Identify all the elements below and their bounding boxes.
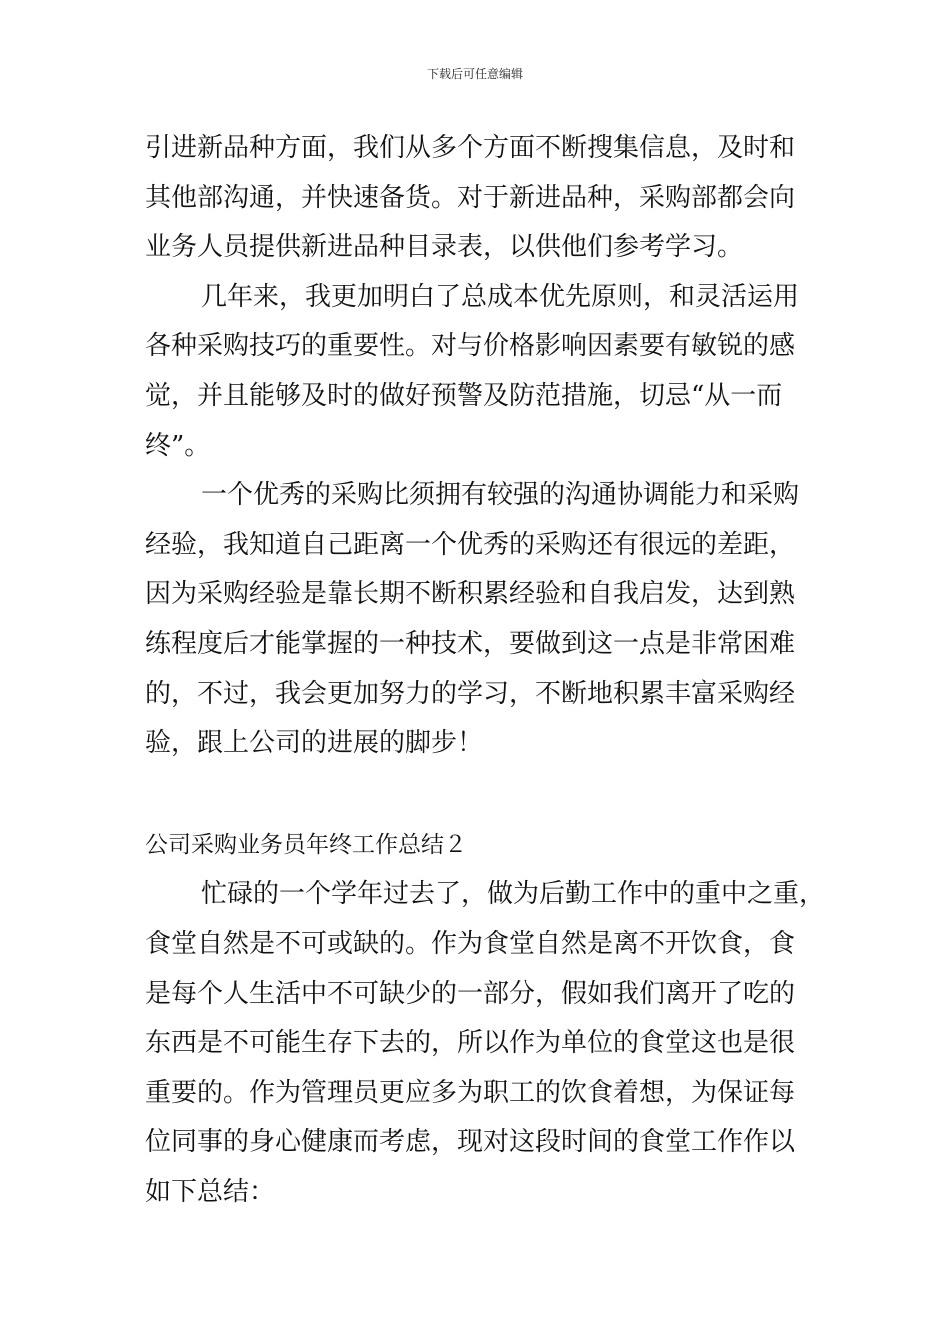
paragraph-canteen-summary: [145, 870, 826, 1217]
page-header-note: 下载后可任意编辑: [426, 67, 523, 81]
text-line: 觉，并且能够及时的做好预警及防范措施，切忌“从一而: [145, 380, 783, 411]
section-heading: 公司采购业务员年终工作总结２: [145, 831, 467, 858]
text-line: 其他部沟通，并快速备货。对于新进品种，采购部都会向: [145, 182, 796, 213]
text-line: 东西是不可能生存下去的，所以作为单位的食堂这也是很: [145, 1028, 796, 1059]
text-line: 几年来，我更加明白了总成本优先原则，和灵活运用: [201, 281, 800, 312]
text-line: 一个优秀的采购比须拥有较强的沟通协调能力和采购: [201, 480, 800, 511]
text-line: 忙碌的一个学年过去了，做为后勤工作中的重中之重，: [201, 879, 826, 910]
text-line: 是每个人生活中不可缺少的一部分，假如我们离开了吃的: [145, 978, 796, 1009]
text-line: 食堂自然是不可或缺的。作为食堂自然是离不开饮食，食: [145, 928, 796, 959]
text-line: 各种采购技巧的重要性。对与价格影响因素要有敏锐的感: [145, 331, 796, 362]
paragraph-new-varieties: [145, 124, 817, 273]
paragraph-cost-principle: [145, 273, 817, 471]
text-line: 位同事的身心健康而考虑，现对这段时间的食堂工作作以: [145, 1127, 796, 1158]
text-line: 经验，我知道自己距离一个优秀的采购还有很远的差距，: [145, 529, 796, 560]
text-line: 终”。: [145, 430, 211, 461]
text-line: 引进新品种方面，我们从多个方面不断搜集信息，及时和: [145, 133, 796, 163]
text-line: 练程度后才能掌握的一种技术，要做到这一点是非常困难: [145, 628, 796, 659]
text-line: 如下总结：: [145, 1176, 276, 1207]
text-line: 因为采购经验是靠长期不断积累经验和自我启发，达到熟: [145, 579, 796, 610]
document-body: [145, 124, 826, 1217]
paragraph-purchasing-experience: [145, 471, 817, 769]
text-line: 业务人员提供新进品种目录表，以供他们参考学习。: [145, 232, 744, 263]
text-line: 的，不过，我会更加努力的学习，不断地积累丰富采购经: [145, 678, 796, 709]
text-line: 验，跟上公司的进展的脚步！: [145, 728, 484, 759]
text-line: 重要的。作为管理员更应多为职工的饮食着想，为保证每: [145, 1077, 796, 1108]
